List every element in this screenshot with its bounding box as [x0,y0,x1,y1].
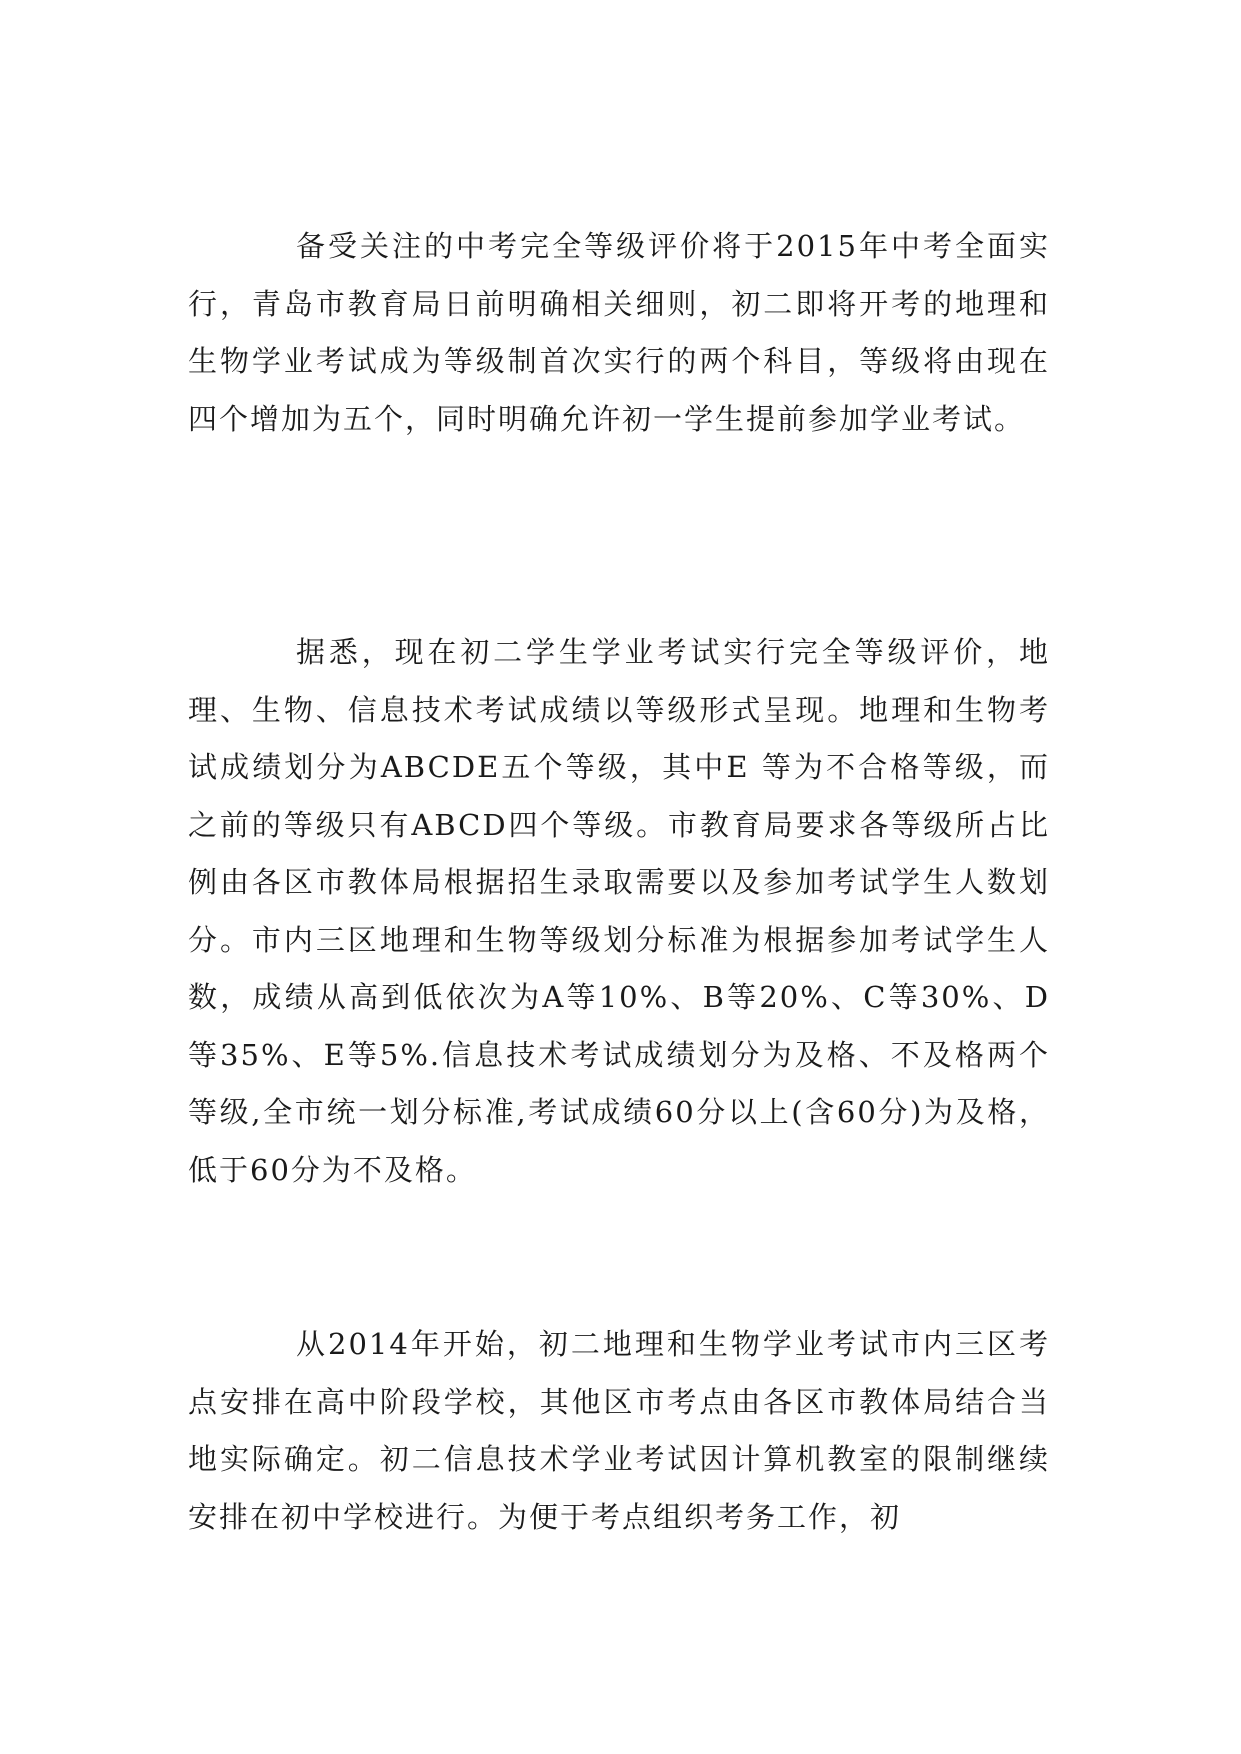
paragraph-exam-venues: 从2014年开始，初二地理和生物学业考试市内三区考点安排在高中阶段学校，其他区市考点由各区市教体局结合当地实际确定。初二信息技术学业考试因计算机教室的限制继续安排在初中学校进行。为便于考点组织考务工作，初 [188,1327,1050,1534]
paragraph-intro: 备受关注的中考完全等级评价将于2015年中考全面实行，青岛市教育局日前明确相关细则，初二即将开考的地理和生物学业考试成为等级制首次实行的两个科目，等级将由现在四个增加为五个，同时明确允许初一学生提前参加学业考试。 [188,229,1050,436]
paragraph-grading-details: 据悉，现在初二学生学业考试实行完全等级评价，地理、生物、信息技术考试成绩以等级形式呈现。地理和生物考试成绩划分为ABCDE五个等级，其中E 等为不合格等级，而之前的等级只有ABCD四个等级。市教育局要求各等级所占比例由各区市教体局根据招生录取需要以及参加考试学生人数划分。市内三区地理和生物等级划分标准为根据参加考试学生人数，成绩从高到低依次为A等10%、B等20%、C等30%、D等35%、E等5%.信息技术考试成绩划分为及格、不及格两个等级,全市统一划分标准,考试成绩60分以上(含60分)为及格，低于60分为不及格。 [188,635,1050,1187]
